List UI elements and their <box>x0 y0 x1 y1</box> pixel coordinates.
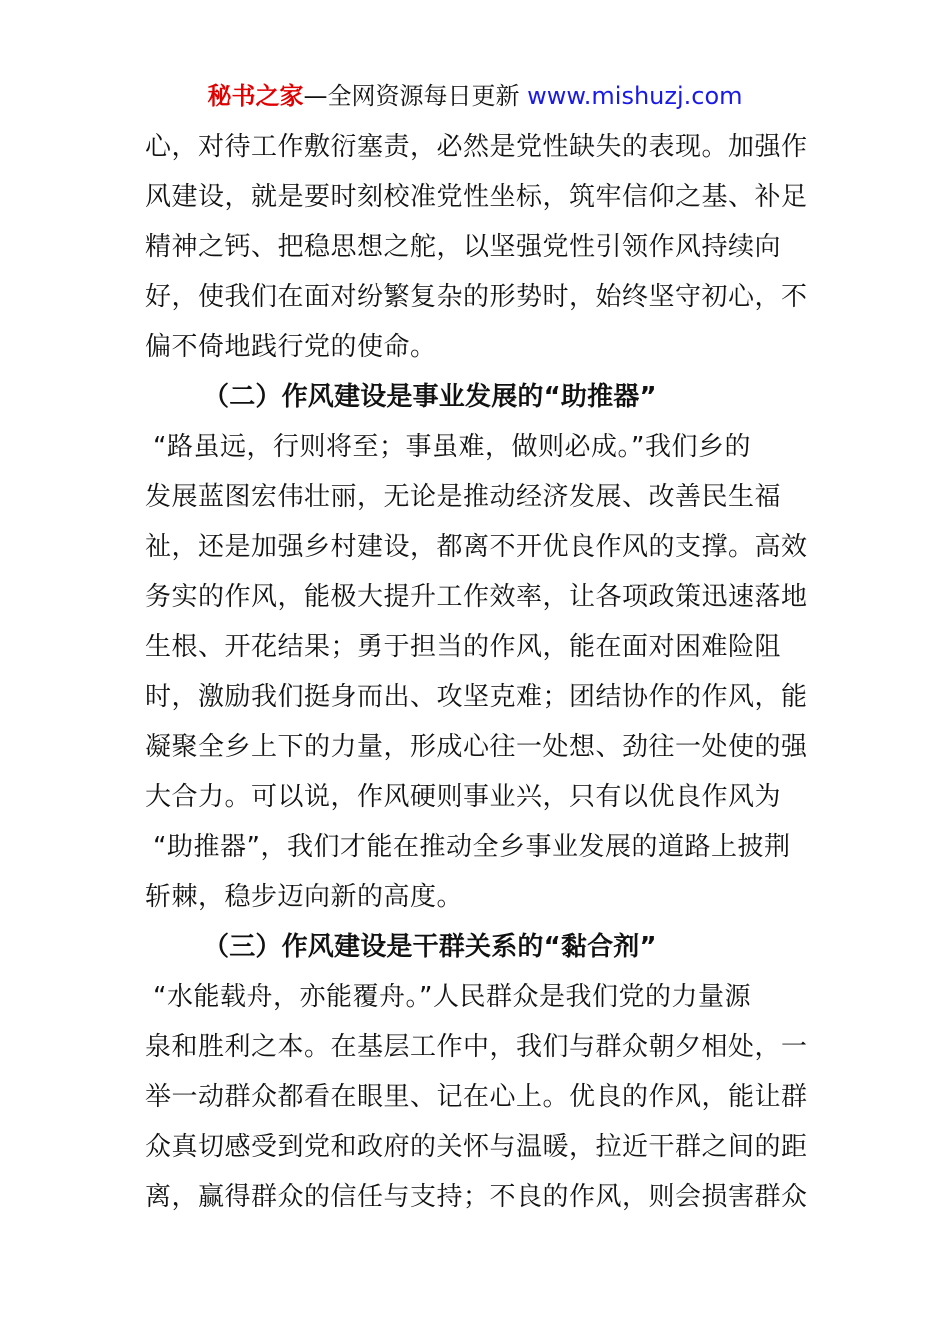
document-body <box>145 122 809 1222</box>
text-line: 精神之钙、把稳思想之舵，以坚强党性引领作风持续向 <box>145 232 782 262</box>
paragraph-start-line: “路虽远，行则将至；事虽难，做则必成。”我们乡的 <box>153 432 751 462</box>
text-line: 时，激励我们挺身而出、攻坚克难；团结协作的作风，能 <box>145 682 808 712</box>
website-link[interactable]: www.mishuzj.com <box>527 82 743 110</box>
text-line: 举一动群众都看在眼里、记在心上。优良的作风，能让群 <box>145 1082 808 1112</box>
text-line: 离，赢得群众的信任与支持；不良的作风，则会损害群众 <box>145 1182 808 1212</box>
text-line: 务实的作风，能极大提升工作效率，让各项政策迅速落地 <box>145 582 808 612</box>
header-tagline: —全网资源每日更新 <box>303 82 528 110</box>
text-line: 斩棘，稳步迈向新的高度。 <box>145 882 464 912</box>
brand-name: 秘书之家 <box>207 82 304 110</box>
text-line: 好，使我们在面对纷繁复杂的形势时，始终坚守初心，不 <box>145 282 808 312</box>
section-heading-2: （二）作风建设是事业发展的“助推器” <box>203 382 657 412</box>
text-line: 偏不倚地践行党的使命。 <box>145 332 437 362</box>
text-line: 泉和胜利之本。在基层工作中，我们与群众朝夕相处，一 <box>145 1032 808 1062</box>
text-line: 发展蓝图宏伟壮丽，无论是推动经济发展、改善民生福 <box>145 482 782 512</box>
text-line: 凝聚全乡上下的力量，形成心往一处想、劲往一处使的强 <box>145 732 808 762</box>
text-line: “助推器”，我们才能在推动全乡事业发展的道路上披荆 <box>153 832 791 862</box>
text-line: 心，对待工作敷衍塞责，必然是党性缺失的表现。加强作 <box>145 132 808 162</box>
text-line: 大合力。可以说，作风硬则事业兴，只有以优良作风为 <box>145 782 782 812</box>
text-line: 众真切感受到党和政府的关怀与温暖，拉近干群之间的距 <box>145 1132 808 1162</box>
page-header <box>0 78 950 114</box>
text-line: 风建设，就是要时刻校准党性坐标，筑牢信仰之基、补足 <box>145 182 808 212</box>
text-line: 生根、开花结果；勇于担当的作风，能在面对困难险阻 <box>145 632 782 662</box>
paragraph-start-line: “水能载舟，亦能覆舟。”人民群众是我们党的力量源 <box>153 982 751 1012</box>
text-line: 祉，还是加强乡村建设，都离不开优良作风的支撑。高效 <box>145 532 808 562</box>
section-heading-3: （三）作风建设是干群关系的“黏合剂” <box>203 932 657 962</box>
